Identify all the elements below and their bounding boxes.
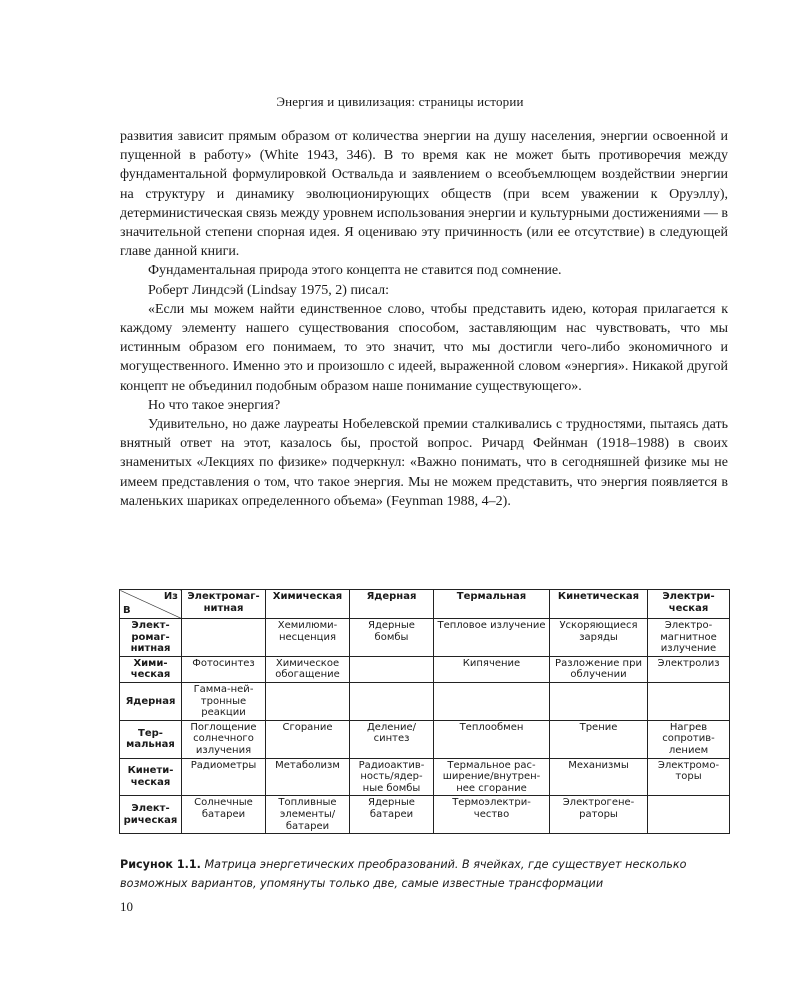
- table-cell: [266, 682, 350, 720]
- row-header: Электрическая: [120, 796, 182, 834]
- caption-label: Рисунок 1.1.: [120, 858, 201, 871]
- table-cell: Радиометры: [182, 758, 266, 796]
- table-cell: Деление/ синтез: [350, 720, 434, 758]
- paragraph: Удивительно, но даже лауреаты Нобелевской премии сталкивались с трудностями, пытаясь дать внятный ответ на этот, казалось бы, простой вопрос. Ричард Фейнман (1918–1988) в своих знаменитых «Лекциях по физике» подчеркнул: «Важно понимать, что в сегодняшней физике мы не имеем представления о том, что такое энергия. Мы не можем представить, что энергия появляется в маленьких шариках определенного объема» (Feynman 1988, 4–2).: [120, 417, 728, 509]
- caption-text: Матрица энергетических преобразований. В ячейках, где существует несколько возможных вариантов, упомянуты только две, самые известные трансформации: [120, 858, 687, 890]
- paragraph: Но что такое энергия?: [148, 397, 281, 413]
- table-corner-cell: [120, 590, 182, 619]
- body-text: [120, 127, 728, 511]
- table-cell: Кипячение: [434, 656, 550, 682]
- table-row: [120, 758, 730, 796]
- column-header: Кинетическая: [550, 590, 648, 619]
- table-cell: Радиоактивность/ядерные бомбы: [350, 758, 434, 796]
- table-row: [120, 619, 730, 657]
- table-cell: Термоэлектричество: [434, 796, 550, 834]
- column-header: Электромагнитная: [182, 590, 266, 619]
- table-cell: [182, 619, 266, 657]
- table-row: [120, 796, 730, 834]
- table-cell: Метаболизм: [266, 758, 350, 796]
- table-cell: Механизмы: [550, 758, 648, 796]
- table-cell: Термальное расширение/внутреннее сгорание: [434, 758, 550, 796]
- table-cell: Топливные элементы/ батареи: [266, 796, 350, 834]
- table-cell: Трение: [550, 720, 648, 758]
- row-header: Кинетическая: [120, 758, 182, 796]
- table-cell: Солнечные батареи: [182, 796, 266, 834]
- table-row: [120, 656, 730, 682]
- table-cell: Ядерные батареи: [350, 796, 434, 834]
- row-header: Электромагнитная: [120, 619, 182, 657]
- table-cell: Тепловое излучение: [434, 619, 550, 657]
- table-cell: [648, 682, 730, 720]
- row-header: Ядерная: [120, 682, 182, 720]
- table-cell: Гамма-нейтронные реакции: [182, 682, 266, 720]
- table-cell: Ускоряющиеся заряды: [550, 619, 648, 657]
- table-cell: [648, 796, 730, 834]
- figure-caption: [120, 855, 732, 893]
- row-header: Термальная: [120, 720, 182, 758]
- table-cell: Электрогенераторы: [550, 796, 648, 834]
- paragraph: Роберт Линдсэй (Lindsay 1975, 2) писал:: [148, 282, 390, 298]
- page-number: 10: [120, 899, 133, 914]
- corner-from-label: Из: [163, 591, 178, 602]
- table-cell: Ядерные бомбы: [350, 619, 434, 657]
- table-cell: Электромоторы: [648, 758, 730, 796]
- table-row: [120, 720, 730, 758]
- table-cell: Теплообмен: [434, 720, 550, 758]
- column-header: Химическая: [266, 590, 350, 619]
- running-head: Энергия и цивилизация: страницы истории: [276, 94, 524, 109]
- quote-paragraph: «Если мы можем найти единственное слово, чтобы представить идею, которая прилагается к каждому элементу нашего существования способом, заставляющим нас чувствовать, что мы истинным образом его понимаем, то это значит, что мы достигли чего-либо экономичного и могущественного. Именно это и произошло с идеей, выраженной словом «энергия». Никакой другой концепт не объединил подобным образом наше понимание существующего».: [120, 301, 728, 394]
- table-cell: Поглощение солнечного излучения: [182, 720, 266, 758]
- column-header: Термальная: [434, 590, 550, 619]
- table-cell: Хемилюминесценция: [266, 619, 350, 657]
- table-cell: Сгорание: [266, 720, 350, 758]
- table-cell: Фотосинтез: [182, 656, 266, 682]
- table-cell: Электролиз: [648, 656, 730, 682]
- table-row: [120, 682, 730, 720]
- column-header: Электрическая: [648, 590, 730, 619]
- table-cell: [550, 682, 648, 720]
- table-cell: Разложение при облучении: [550, 656, 648, 682]
- table-cell: Химическое обогащение: [266, 656, 350, 682]
- table-cell: Электромагнитное излучение: [648, 619, 730, 657]
- table-cell: [434, 682, 550, 720]
- column-header: Ядерная: [350, 590, 434, 619]
- table-cell: Нагрев сопротивлением: [648, 720, 730, 758]
- row-header: Химическая: [120, 656, 182, 682]
- table-cell: [350, 682, 434, 720]
- paragraph: Фундаментальная природа этого концепта не ставится под сомнение.: [148, 263, 562, 279]
- table-cell: [350, 656, 434, 682]
- paragraph: развития зависит прямым образом от количества энергии на душу населения, энергии освоенной и пущенной в работу» (White 1943, 346). В то время как не может быть противоречия между фундаментальной формулировкой Оствальда и заявлением о всеобъемлющем воздействии энергии на структуру и динамику эволюционирующих обществ (при всем уважении к Оруэллу), детерминистическая связь между уровнем использования энергии и культурными достижениями — в значительной степени спорная идея. Я оцениваю эту причинность (или ее отсутствие) в следующей главе данной книги.: [120, 129, 728, 260]
- corner-to-label: В: [123, 605, 131, 617]
- energy-conversion-matrix: [119, 589, 730, 834]
- table-header-row: [120, 590, 730, 619]
